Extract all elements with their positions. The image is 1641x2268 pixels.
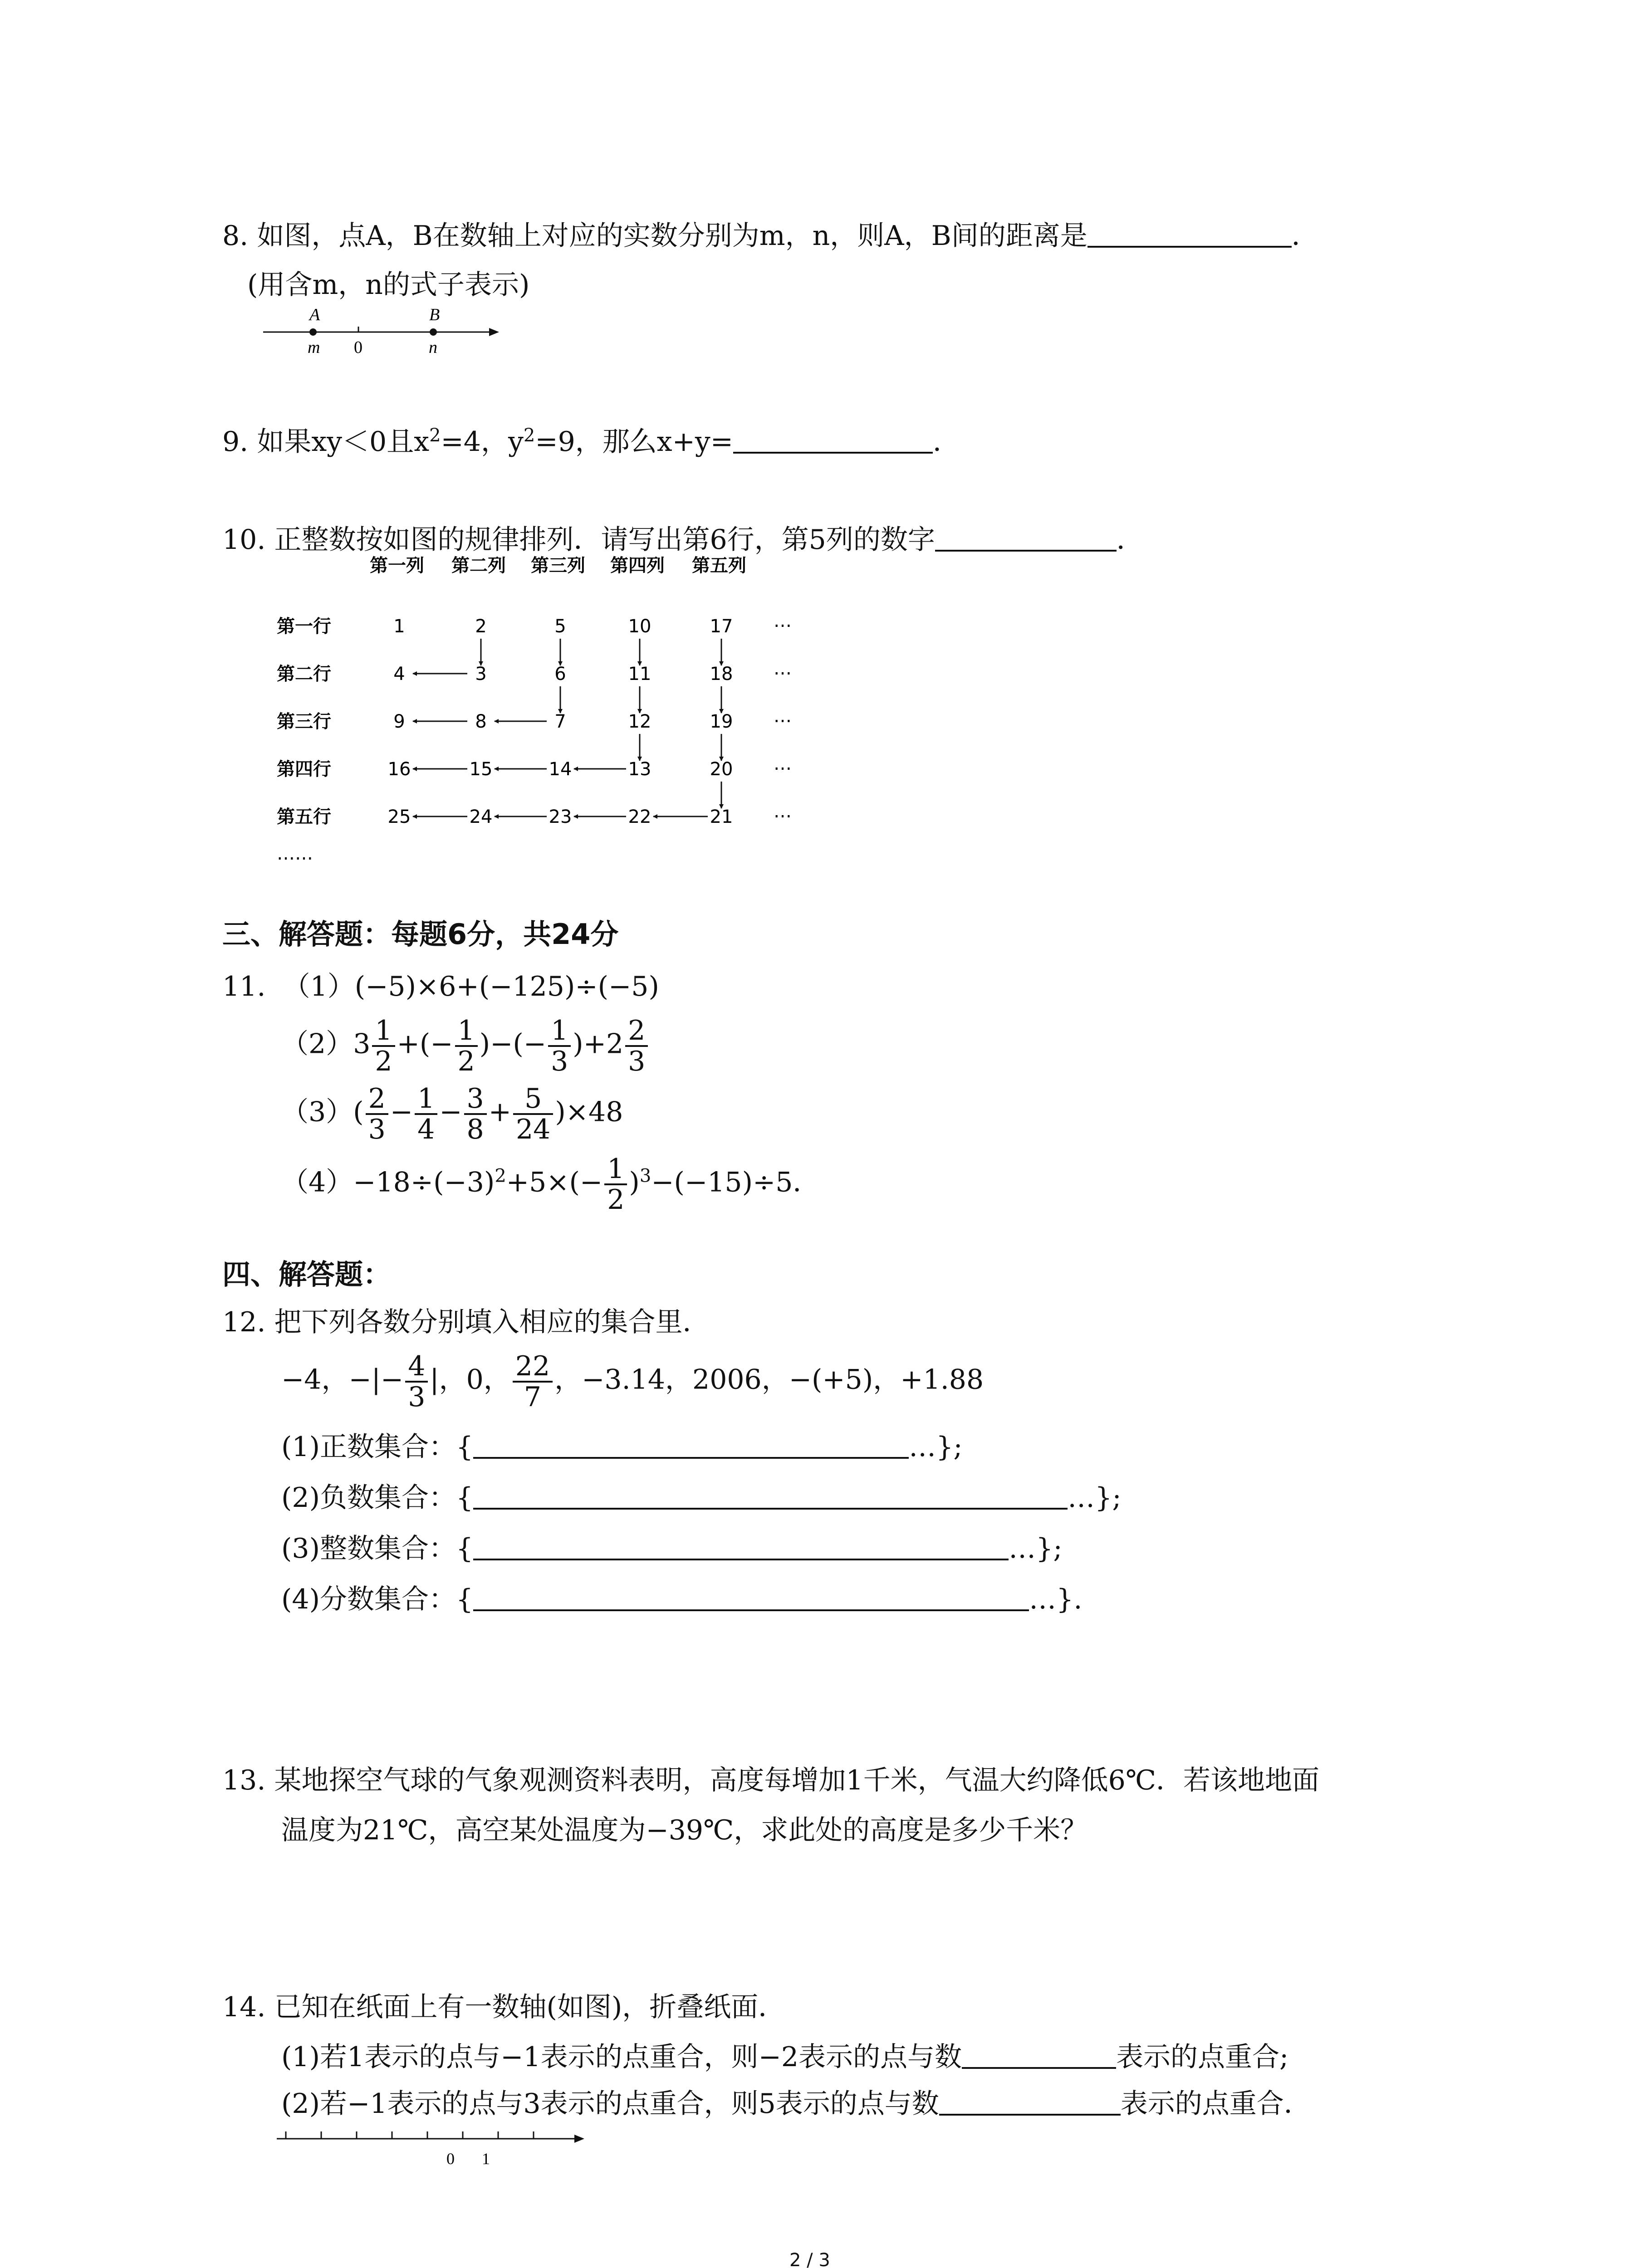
q10-number-grid [254, 553, 844, 871]
q11-part3: （3）( $\frac{2}{3}$ − $\frac{1}{4}$ − $\frac{3}{8}$ + $\frac{5}{24}$ )×48 [281, 1083, 623, 1145]
column-header: 第四列 [610, 555, 665, 576]
q14-part1-blank[interactable] [962, 2067, 1116, 2069]
grid-cell: 13 [628, 759, 652, 780]
q13-line2: 温度为21℃，高空某处温度为−39℃，求此处的高度是多少千米？ [281, 1814, 1088, 1846]
grid-cell: 12 [628, 711, 652, 732]
label-zero: 0 [354, 338, 362, 357]
q11-part4: $(4)-18\div(-3)^2+5\times(-$ $\frac{1}{2}$ )$^3$−(−15)÷5． [281, 1153, 820, 1216]
grid-cell: 8 [475, 711, 487, 732]
q8-number-line [259, 304, 504, 363]
q12-set-negative: (2)负数集合：{ …}; [281, 1482, 1122, 1514]
label-b: B [429, 305, 440, 324]
page-number: 2 / 3 [789, 2250, 830, 2268]
grid-cell: 14 [549, 759, 572, 780]
grid-cell: 4 [393, 664, 405, 684]
q11-part2: （2）3 $\frac{1}{2}$ +(− $\frac{1}{2}$ )−(− $\frac{1}{3}$ )+2 $\frac{2}{3}$ [281, 1016, 650, 1076]
grid-cell: 25 [387, 807, 411, 827]
q14-part2: (2)若−1表示的点与3表示的点重合，则5表示的点与数 表示的点重合． [281, 2088, 1311, 2120]
label-m: m [308, 338, 320, 357]
label-zero: 0 [446, 2150, 455, 2168]
grid-cell: 3 [475, 664, 487, 684]
positive-set-blank[interactable] [473, 1457, 909, 1459]
grid-cell: 7 [554, 711, 566, 732]
q14-part1: (1)若1表示的点与−1表示的点重合，则−2表示的点与数 表示的点重合; [281, 2041, 1289, 2073]
section-3-title: 三、解答题：每题6分，共24分 [222, 918, 619, 951]
grid-cell: 16 [387, 759, 411, 780]
q12-set-positive: (1)正数集合：{ …}; [281, 1431, 963, 1463]
q10-text: 10. 正整数按如图的规律排列．请写出第6行，第5列的数字 ． [222, 524, 1144, 556]
q11-part1: 11. （1）(−5)×6+(−125)÷(−5) [222, 971, 659, 1002]
section-4-title: 四、解答题： [222, 1258, 392, 1291]
row-header: 第五行 [277, 807, 331, 827]
grid-cell: 21 [710, 807, 733, 827]
row-ellipsis: … [774, 706, 792, 727]
negative-set-blank[interactable] [473, 1508, 1068, 1510]
q9-text: 9. 如果xy＜0且$x^2=4$，$y^2=9$，那么x+y= ． [222, 425, 960, 458]
column-header: 第三列 [531, 555, 585, 576]
column-header: 第五列 [692, 555, 746, 576]
grid-cell: 24 [469, 807, 493, 827]
q14-line1: 14. 已知在纸面上有一数轴(如图)，折叠纸面． [222, 1991, 786, 2023]
column-header: 第二列 [451, 555, 506, 576]
point-b-dot [430, 328, 437, 336]
q12-text: 12. 把下列各数分别填入相应的集合里． [222, 1306, 710, 1338]
grid-cell: 15 [469, 759, 493, 780]
q8-text: 8. 如图，点A，B在数轴上对应的实数分别为m，n，则A，B间的距离是 ． [222, 220, 1319, 252]
label-n: n [429, 338, 437, 357]
q12-set-integer: (3)整数集合：{ …}; [281, 1533, 1063, 1564]
grid-cell: 10 [628, 616, 652, 637]
q14-number-line [272, 2125, 590, 2175]
label-a: A [309, 305, 320, 324]
grid-cell: 20 [710, 759, 733, 780]
q14-part2-blank[interactable] [939, 2114, 1121, 2116]
column-header: 第一列 [370, 555, 424, 576]
row-header: 第二行 [277, 664, 331, 684]
row-header: 第一行 [277, 616, 331, 637]
fraction-set-blank[interactable] [473, 1609, 1029, 1611]
q13-line1: 13. 某地探空气球的气象观测资料表明，高度每增加1千米，气温大约降低6℃．若该地地面 [222, 1765, 1319, 1796]
row-ellipsis: … [774, 611, 792, 631]
q9-answer-blank[interactable] [733, 452, 933, 454]
grid-cell: 1 [393, 616, 405, 637]
grid-cell: 18 [710, 664, 733, 684]
q8-hint: (用含m，n的式子表示) [247, 269, 530, 301]
row-header: 第三行 [277, 711, 331, 732]
grid-cell: 5 [554, 616, 566, 637]
grid-cell: 6 [554, 664, 566, 684]
integer-set-blank[interactable] [473, 1559, 1009, 1560]
grid-cell: 22 [628, 807, 652, 827]
q10-answer-blank[interactable] [935, 550, 1117, 552]
grid-cell: 11 [628, 664, 652, 684]
row-header: 第四行 [277, 759, 331, 780]
more-rows-ellipsis: …… [277, 843, 313, 864]
q8-answer-blank[interactable] [1087, 246, 1292, 248]
point-a-dot [309, 328, 317, 336]
row-ellipsis: … [774, 753, 792, 774]
row-ellipsis: … [774, 658, 792, 679]
q12-set-fraction: (4)分数集合：{ …}. [281, 1584, 1083, 1615]
grid-cell: 9 [393, 711, 405, 732]
row-ellipsis: … [774, 801, 792, 822]
q12-numbers: −4，−|− $\frac{4}{3}$ |，0， $\frac{22}{7}$ ，−3.14，2006，−(+5)，+1.88 [281, 1350, 984, 1413]
grid-cell: 19 [710, 711, 733, 732]
grid-cell: 23 [549, 807, 572, 827]
grid-cell: 2 [475, 616, 487, 637]
label-one: 1 [482, 2150, 490, 2168]
grid-cell: 17 [710, 616, 733, 637]
